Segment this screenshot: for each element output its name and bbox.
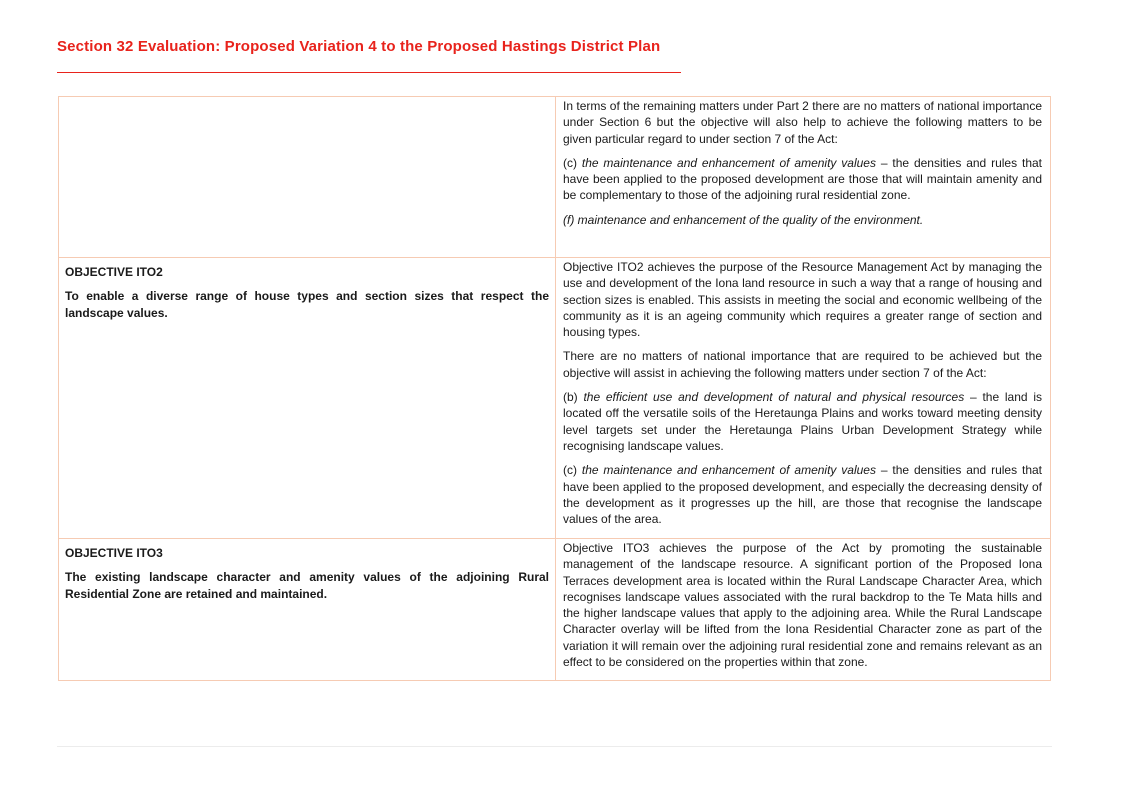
evaluation-cell [556,258,1051,539]
evaluation-cell [556,539,1051,681]
evaluation-paragraph: In terms of the remaining matters under Part 2 there are no matters of national importance under Section 6 but the objective will also help to achieve the following matters to be given particular regard to under section 7 of the Act: [563,99,1042,146]
evaluation-table [58,96,1051,681]
evaluation-paragraph: (f) maintenance and enhancement of the quality of the environment. [563,212,924,227]
header-divider [57,72,681,73]
objective-text: The existing landscape character and amenity values of the adjoining Rural Residential Zone are retained and maintained. [65,570,549,601]
footer-divider [57,746,1052,747]
table-row [59,258,1051,539]
evaluation-paragraph: There are no matters of national importance that are required to be achieved but the objective will assist in achieving the following matters under section 7 of the Act: [563,349,1042,380]
objective-id: OBJECTIVE ITO3 [65,546,163,560]
objective-id: OBJECTIVE ITO2 [65,265,163,279]
evaluation-paragraph: (c) the maintenance and enhancement of amenity values – the densities and rules that have been applied to the proposed development are those that will maintain amenity and be complementary to those of the adjoining rural residential zone. [563,155,1042,203]
table-row [59,539,1051,681]
evaluation-cell [556,97,1051,258]
objective-cell [59,97,556,258]
evaluation-paragraph: (c) the maintenance and enhancement of amenity values – the densities and rules that have been applied to the proposed development, and especially the decreasing density of the development as it progresses up the hill, are those that recognise the landscape values of the area. [563,463,1042,527]
evaluation-paragraph: Objective ITO3 achieves the purpose of the Act by promoting the sustainable management of the landscape resource. A significant portion of the Proposed Iona Terraces development area is located within the Rural Landscape Character Area, which recognises landscape values associated with the rural backdrop to the Te Mata hills and the higher landscape values that apply to the adjoining area. While the Rural Landscape Character overlay will be lifted from the Iona Residential Character zone as part of the variation it will remain over the adjoining rural residential zone and remains relevant as an effect to be considered on the properties within that zone. [563,541,1042,670]
objective-cell [59,258,556,539]
objective-text: To enable a diverse range of house types and section sizes that respect the landscape values. [65,289,549,320]
page-title: Section 32 Evaluation: Proposed Variation 4 to the Proposed Hastings District Plan [57,38,661,55]
evaluation-paragraph: Objective ITO2 achieves the purpose of the Resource Management Act by managing the use and development of the Iona land resource in such a way that a range of housing and section sizes is enabled. This assists in meeting the social and economic wellbeing of the community as it is an ageing community which requires a greater range of section and housing types. [563,260,1042,340]
evaluation-paragraph: (b) the efficient use and development of natural and physical resources – the land is located off the versatile soils of the Heretaunga Plains and works toward meeting density level targets set under the Heretaunga Plains Urban Development Strategy while recognising landscape values. [563,390,1043,453]
table-row [59,97,1051,258]
objective-cell [59,539,556,681]
